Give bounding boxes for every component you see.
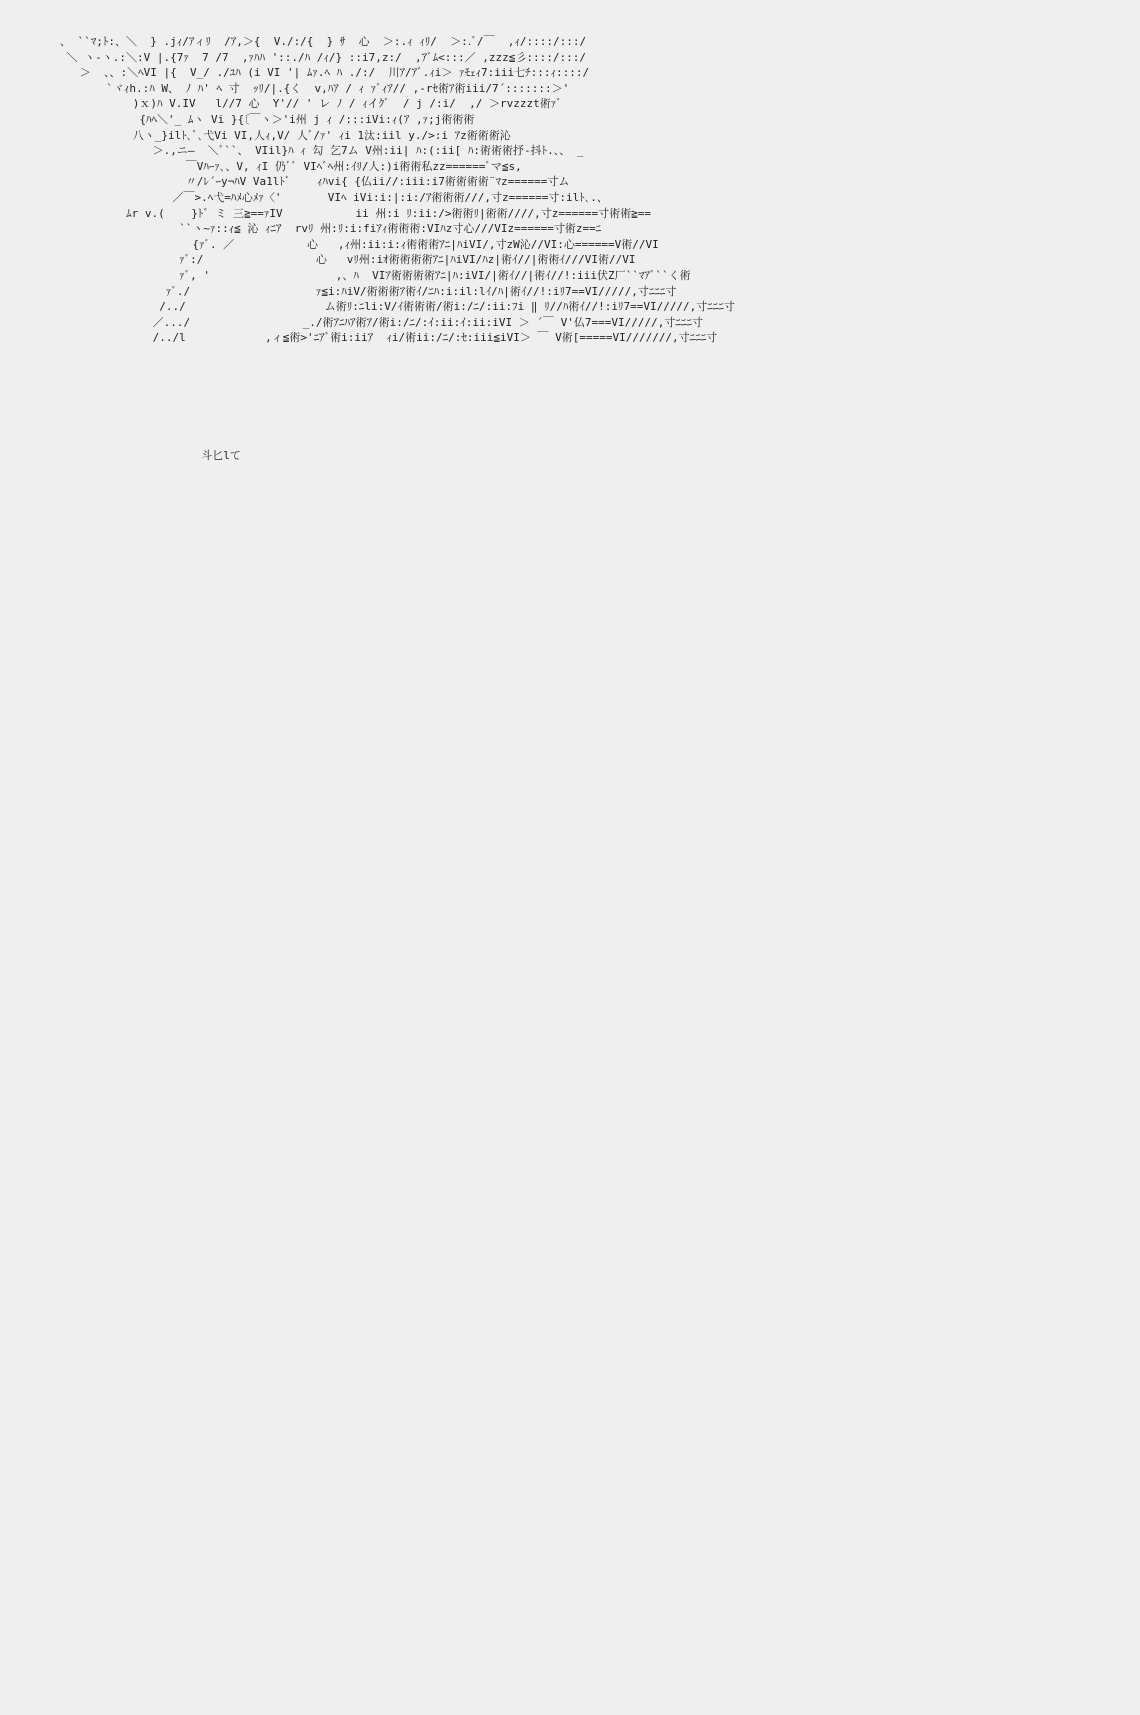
ascii-art-scene-2: 斗匕lて <box>135 449 241 462</box>
ascii-art-scene-1: 、 ``ﾏ;ﾄ:、＼ } .jｨ/ｱィﾘ /ｱ,＞{ V./:/{ } ｻ 心 ＞:.ｨ ｨﾘ/ ＞:.ﾞ/￣ ,ｨ/::::/:::/ ＼ ヽ-ヽ.:＼:V |.{7ｧ 7 /7 ,ｧﾊﾊ '::./ﾊ /ｨ/} ::i7,z:/ ,ｱﾞﾑ<:::／ ,zzz≦彡::::/:::/ ＞ 、、:＼ﾍVI |{ V_/ ./ﾕﾊ (i VI '| ﾑｧ.ﾍ ﾊ ./:/ 川ｱ/ｱﾞ.ｨi＞ ｧﾓｪｨ7:iii七ﾁ:::ｨ::::/ `ヾｨh.:ﾊ W、 ﾉ ﾊ' ﾍ 寸 ｯﾘ/|.{く v,ﾊｱ / ｨ ｧﾞｨｱ// ,-rｾ術ｱ術iii/7´:::::::＞' )ｘ)ﾊ V.IV l//7 心 Y'// ' レ ﾉ / ｨイｸﾞ / j /:i/ ,/ ＞rvzzzt術ｧﾞ {ﾊﾍ＼'_ ﾑヽ Vi }{〔￣ヽ＞'i州 j ｨ /:::iVi:ｨ(ｱ ,ｧ;j術術術 八ヽ_}ilﾄ､ﾞ､弋Vi VI,人ｨ,V/ 人ﾞ/ｧ' ｨi 1汰:iil y./>:i ｱz術術術沁 ＞.,ニ― ＼ﾞ``、 VIil}ﾊ ｨ 勾 乞7ム V州:ii| ﾊ:(:ii[ ﾊ:術術術抒-抖ﾄ.、、 _ ￣Vﾊｰｧ､、V, ｨI 仍ﾞﾞ VIﾍﾞﾍ州:ｲﾘ/人:)i術術私zz======ﾞマ≦s, 〃/ﾚ´ｰy¬ﾊV Va1lﾄﾞ ｨﾊvi{ {仏ii//:iii:i7術術術術¨ﾏz======寸ム ／￣>.ﾍ弋=ﾊﾒ心ﾒｧ〈' VIﾍ iVi:i:|:i:/ｱ術術術///,寸z======寸:ilﾄ､.、 ﾑr v.( }ﾄﾞ ミ 三≧==ｧIV ii 州:i ﾘ:ii:/>術術ﾘ|術術////,寸z======寸術術≧== ``ヽ~ｧ::ｨ≦ 沁 ｨﾆｱ rvﾘ 州:ﾘ:i:fiｱｨ術術術:VIﾊz寸心///VIz======寸術z==ﾆ {ｧﾞ. ／ 心 ,ｨ州:ii:i:ｨ術術術ｱﾆ|ﾊiVI/,寸zW沁//VI:心======V術//VI ｧﾞ:/ 心 vﾘ州:iｵ術術術術ｱﾆ|ﾊiVI/ﾊz|術ｲ//|術術ｲ///VI術//VI ｧﾞ, ' ,、ﾊ VIｱ術術術術ｱﾆ|ﾊ:iVI/|術ｲ//|術ｲ//!:iii伏Z厂``ﾏｱﾞ``く術 ｧﾞ./ ｧ≦i:ﾊiV/術術術ｱ術ｲ/ﾆﾊ:i:il:lｲ/ﾊ|術ｲ//!:iﾘ7==VI/////,寸ﾆﾆﾆ寸 /../ ム術ﾘ:ﾆli:V/ｲ術術術/術i:/ﾆ/:ii:ﾌi ‖ ﾘ//ﾊ術ｲ//!:iﾘ7==VI/////,寸ﾆﾆﾆ寸 ／.../ _./術ｱﾆﾊｱ術ｱ/術i:/ﾆ/:ｲ:ii:ｲ:ii:iVI ＞ ´￣ V'仏7===VI/////,寸ﾆﾆﾆ寸 /../l ,ィ≦術>'ﾆｱﾞ術i:iiｱ ｨi/術ii:/ﾆ/:ｾ:iii≦iVI＞ ￣ V術[=====VI///////,寸ﾆﾆﾆ寸 <box>59 35 735 345</box>
